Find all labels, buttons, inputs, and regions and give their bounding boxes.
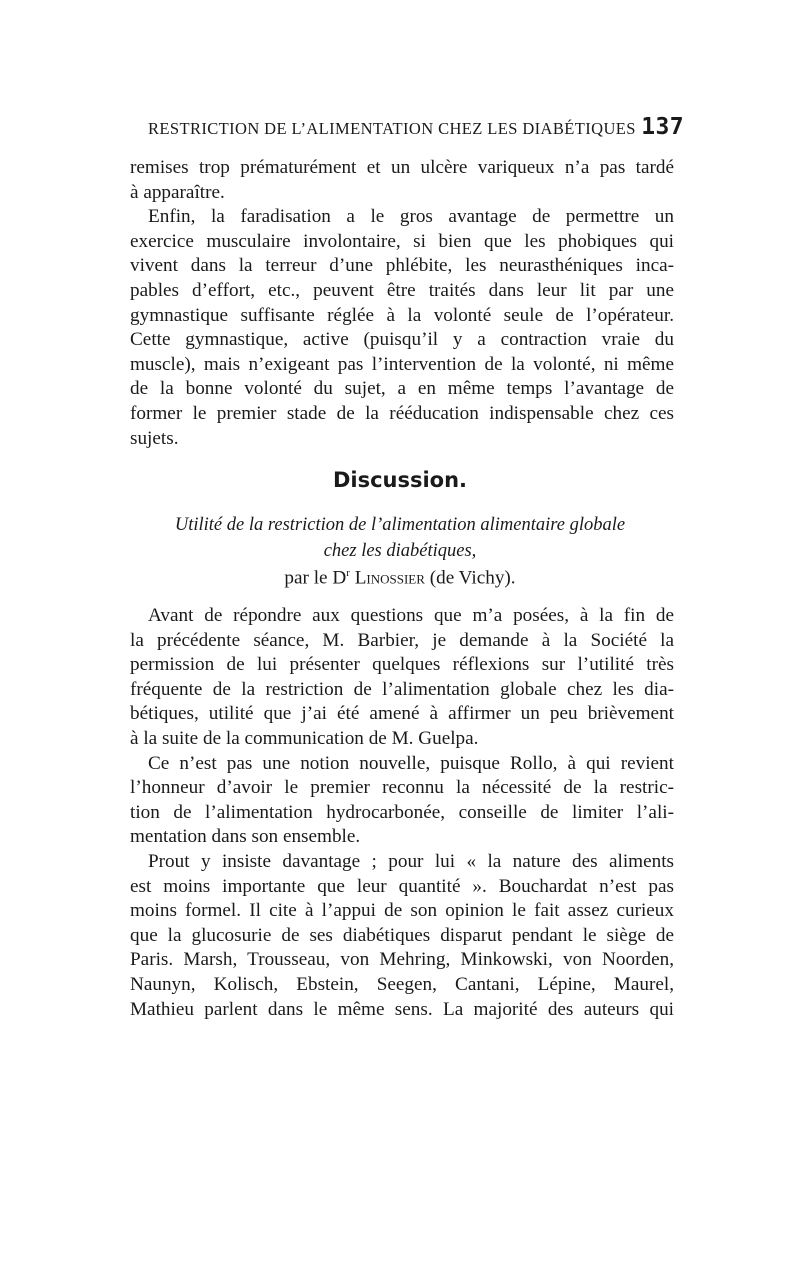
- paragraph-block-discussion: [130, 604, 674, 1022]
- text-line: l’honneur d’avoir le premier reconnu la nécessité de la restric-: [130, 777, 674, 799]
- text-line: sujets.: [130, 427, 179, 449]
- text-line: Prout y insiste davantage ; pour lui « la nature des aliments: [148, 850, 674, 872]
- text-line: à la suite de la communication de M. Guelpa.: [130, 727, 479, 749]
- text-line: Ce n’est pas une notion nouvelle, puisque Rollo, à qui revient: [148, 752, 674, 774]
- text-line: permission de lui présenter quelques réflexions sur l’utilité très: [130, 654, 674, 676]
- page-number: 137: [641, 114, 684, 140]
- text-line: Avant de répondre aux questions que m’a posées, à la fin de: [148, 605, 674, 626]
- text-line: Mathieu parlent dans le même sens. La majorité des auteurs qui: [130, 998, 674, 1020]
- text-line: moins formel. Il cite à l’appui de son opinion le fait assez curieux: [130, 900, 674, 922]
- text-line: bétiques, utilité que j’ai été amené à affirmer un peu brièvement: [130, 703, 674, 725]
- byline-sup: r: [346, 567, 350, 579]
- byline: [0, 567, 800, 589]
- text-line: remises trop prématurément et un ulcère variqueux n’a pas tardé: [130, 157, 674, 178]
- text-line: vivent dans la terreur d’une phlébite, les neurasthéniques inca-: [130, 255, 674, 277]
- text-line: Enfin, la faradisation a le gros avantage de permettre un: [148, 206, 674, 228]
- text-line: former le premier stade de la rééducation indispensable chez ces: [130, 402, 674, 424]
- text-line: mentation dans son ensemble.: [130, 826, 361, 848]
- text-line: de la bonne volonté du sujet, a en même temps l’avantage de: [130, 378, 674, 400]
- text-line: la précédente séance, M. Barbier, je demande à la Société la: [130, 629, 674, 651]
- text-line: à apparaître.: [130, 181, 225, 203]
- running-title: RESTRICTION DE L’ALIMENTATION CHEZ LES DIABÉTIQUES: [148, 119, 636, 138]
- text-line: exercice musculaire involontaire, si bien que les phobiques qui: [130, 230, 674, 252]
- running-head: [148, 114, 684, 144]
- text-line: Naunyn, Kolisch, Ebstein, Seegen, Cantani, Lépine, Maurel,: [130, 973, 674, 995]
- text-line: gymnastique suffisante réglée à la volonté seule de l’opérateur.: [130, 304, 674, 326]
- paragraph-block-faradisation: [130, 156, 674, 451]
- section-heading: Discussion.: [332, 468, 468, 492]
- text-line: Cette gymnastique, active (puisqu’il y a contraction vraie du: [130, 329, 674, 351]
- article-title-line: chez les diabétiques,: [323, 541, 477, 561]
- text-line: fréquente de la restriction de l’alimentation globale chez les dia-: [130, 678, 674, 700]
- text-line: Paris. Marsh, Trousseau, von Mehring, Minkowski, von Noorden,: [130, 949, 674, 971]
- text-line: est moins importante que leur quantité ». Bouchardat n’est pas: [130, 875, 674, 897]
- text-line: tion de l’alimentation hydrocarbonée, conseille de limiter l’ali-: [130, 801, 674, 823]
- byline-author: Linossier: [354, 567, 425, 589]
- byline-suffix: (de Vichy).: [429, 567, 516, 589]
- text-line: pables d’effort, etc., peuvent être traités dans leur lit par une: [130, 279, 674, 301]
- text-line: muscle), mais n’exigeant pas l’intervention de la volonté, ni même: [130, 353, 674, 375]
- text-line: que la glucosurie de ses diabétiques disparut pendant le siège de: [130, 924, 674, 946]
- byline-prefix: par le D: [284, 567, 347, 589]
- article-title: [0, 512, 800, 564]
- article-title-line: Utilité de la restriction de l’alimentation alimentaire globale: [174, 515, 626, 535]
